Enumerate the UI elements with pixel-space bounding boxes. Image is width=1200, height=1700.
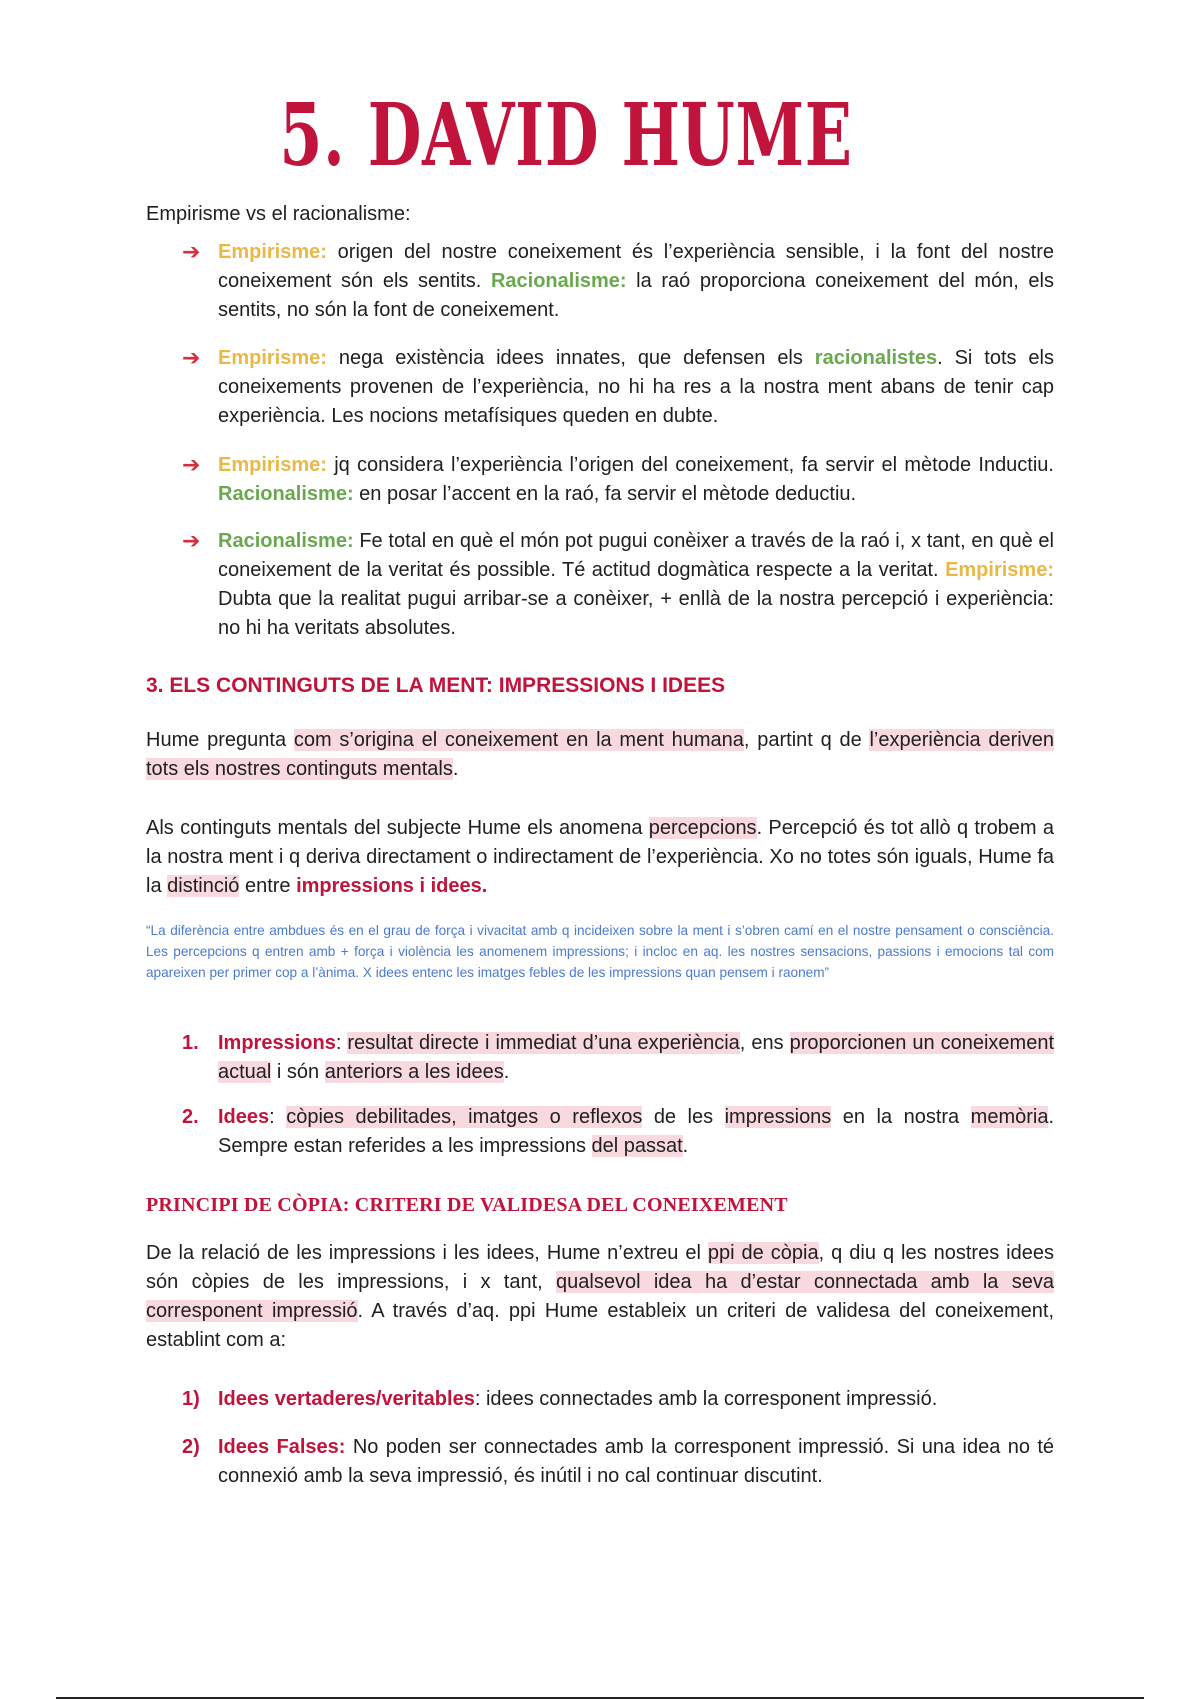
paragraph-origen xyxy=(146,726,1054,784)
text: . xyxy=(481,875,488,897)
text: . Percepció és tot allò q trobem a la nostra ment i q deriva directament o indirectament de l’experiència. Xo no totes són iguals, Hume fa la xyxy=(146,817,1054,897)
racionalisme-label: Racionalisme: xyxy=(490,270,627,292)
bullet-text: en posar l’accent en la raó, fa servir el mètode deductiu. xyxy=(353,483,857,505)
hume-quote: “La diferència entre ambdues és en el grau de força i vivacitat amb q incideixen sobre la ment i s’obren camí en el nostre pensament o consciència. Les percepcions q entren amb + força i violència les anomenem impressions; i incloc en aq. les nostres sensacions, passions i emocions tal com apareixen per primer cop a l’ànima. X idees entenc les imatges febles de les impressions quan pensem i raonem” xyxy=(146,923,1054,980)
text: entre xyxy=(239,875,297,897)
text: : xyxy=(335,1032,348,1054)
term-label: Impressions xyxy=(218,1032,336,1054)
section-heading-copia: PRINCIPI DE CÒPIA: CRITERI DE VALIDESA DEL CONEIXEMENT xyxy=(146,1194,788,1216)
highlight: proporcionen un coneixement actual xyxy=(218,1032,1054,1083)
text: . Sempre estan referides a les impressions xyxy=(218,1106,1055,1157)
text: : idees connectades amb la corresponent impressió. xyxy=(474,1388,938,1410)
list-item-idees-vertaderes xyxy=(182,1385,1054,1414)
highlight: memòria xyxy=(970,1106,1049,1128)
text: No poden ser connectades amb la corresponent impressió. Si una idea no té connexió amb la seva impressió, és inútil i no cal continuar discutint. xyxy=(218,1436,1054,1487)
text: , q diu q les nostres idees són còpies de les impressions, i x tant, xyxy=(146,1242,1054,1293)
term-label: Idees xyxy=(218,1106,270,1128)
bullet-text: nega existència idees innates, que defensen els xyxy=(326,347,815,369)
text: Als continguts mentals del subjecte Hume els anomena xyxy=(146,817,649,839)
racionalisme-label: Racionalisme: xyxy=(218,530,354,552)
text: . xyxy=(682,1135,689,1157)
text: . xyxy=(503,1061,510,1083)
empirisme-label: Empirisme: xyxy=(945,559,1054,581)
term-label: Idees vertaderes/veritables xyxy=(218,1388,475,1410)
text: , ens xyxy=(739,1032,790,1054)
text: , partint q de xyxy=(743,729,870,751)
highlight: qualsevol idea ha d’estar connectada amb la seva corresponent impressió xyxy=(146,1271,1054,1322)
empirisme-label: Empirisme: xyxy=(218,241,327,263)
bullet-colon: : xyxy=(320,454,335,476)
highlight: resultat directe i immediat d’una experiència xyxy=(347,1032,740,1054)
racionalisme-label: Racionalisme: xyxy=(218,483,354,505)
highlight: percepcions xyxy=(648,817,757,839)
red-emphasis: impressions i idees xyxy=(296,875,482,897)
bullet-item-4 xyxy=(182,527,1054,643)
highlight: distinció xyxy=(167,875,240,897)
empirisme-label: Empirisme xyxy=(218,454,321,476)
text: de les xyxy=(642,1106,725,1128)
page-title: 5. DAVID HUME xyxy=(279,85,853,186)
bullet-item-1 xyxy=(182,238,1054,325)
text: Hume pregunta xyxy=(146,729,294,751)
arrow-right-icon: ➔ xyxy=(182,346,201,371)
empirisme-label: Empirisme: xyxy=(218,347,327,369)
text: i són xyxy=(271,1061,325,1083)
paragraph-percepcions xyxy=(146,814,1054,901)
list-item-idees-falses xyxy=(182,1433,1054,1491)
bullet-item-2 xyxy=(182,344,1054,431)
racionalistes-label: racionalistes xyxy=(814,347,938,369)
bullet-text: jq considera l’experiència l’origen del coneixement, fa servir el mètode Inductiu. xyxy=(334,454,1054,476)
text: en la nostra xyxy=(831,1106,971,1128)
page-bottom-rule xyxy=(56,1697,1144,1699)
term-label: Idees Falses: xyxy=(218,1436,346,1458)
list-number: 2) xyxy=(182,1436,200,1458)
bullet-text: origen del nostre coneixement és l’experiència sensible, i la font del nostre coneixement són els sentits. xyxy=(218,241,1054,292)
highlight: còpies debilitades, imatges o reflexos xyxy=(286,1106,643,1128)
bullet-item-3 xyxy=(182,451,1054,509)
paragraph-copia xyxy=(146,1239,1054,1355)
highlight: del passat xyxy=(591,1135,683,1157)
text: De la relació de les impressions i les idees, Hume n’extreu el xyxy=(146,1242,708,1264)
list-item-idees xyxy=(182,1103,1054,1161)
section-heading-continguts: 3. ELS CONTINGUTS DE LA MENT: IMPRESSIONS I IDEES xyxy=(146,674,726,697)
intro-text: Empirisme vs el racionalisme: xyxy=(146,203,411,225)
arrow-right-icon: ➔ xyxy=(182,529,201,554)
bullet-text: . Si tots els coneixements provenen de l’experiència, no hi ha res a la nostra ment abans de tenir cap experiència. Les nocions metafísiques queden en dubte. xyxy=(218,347,1054,427)
text: . xyxy=(452,758,459,780)
highlight: anteriors a les idees xyxy=(324,1061,504,1083)
bullet-text: Dubta que la realitat pugui arribar-se a conèixer, + enllà de la nostra percepció i experiència: no hi ha veritats absolutes. xyxy=(218,588,1054,639)
bullet-text: la raó proporciona coneixement del món, els sentits, no són la font de coneixement. xyxy=(218,270,1054,321)
arrow-right-icon: ➔ xyxy=(182,240,201,265)
highlight: impressions xyxy=(724,1106,832,1128)
highlight: ppi de còpia xyxy=(707,1242,819,1264)
highlight: com s’origina el coneixement en la ment humana xyxy=(293,729,744,751)
highlight: l’experiència deriven tots els nostres continguts mentals xyxy=(146,729,1054,780)
list-number: 1) xyxy=(182,1388,200,1410)
list-item-impressions xyxy=(182,1029,1054,1087)
bullet-text: Fe total en què el món pot pugui conèixer a través de la raó i, x tant, en què el coneixement de la veritat és possible. Té actitud dogmàtica respecte a la veritat. xyxy=(218,530,1054,581)
text: . A través d’aq. ppi Hume estableix un criteri de validesa del coneixement, establint com a: xyxy=(146,1300,1054,1351)
list-number: 2. xyxy=(182,1106,199,1128)
text: : xyxy=(269,1106,287,1128)
arrow-right-icon: ➔ xyxy=(182,453,201,478)
list-number: 1. xyxy=(182,1032,199,1054)
